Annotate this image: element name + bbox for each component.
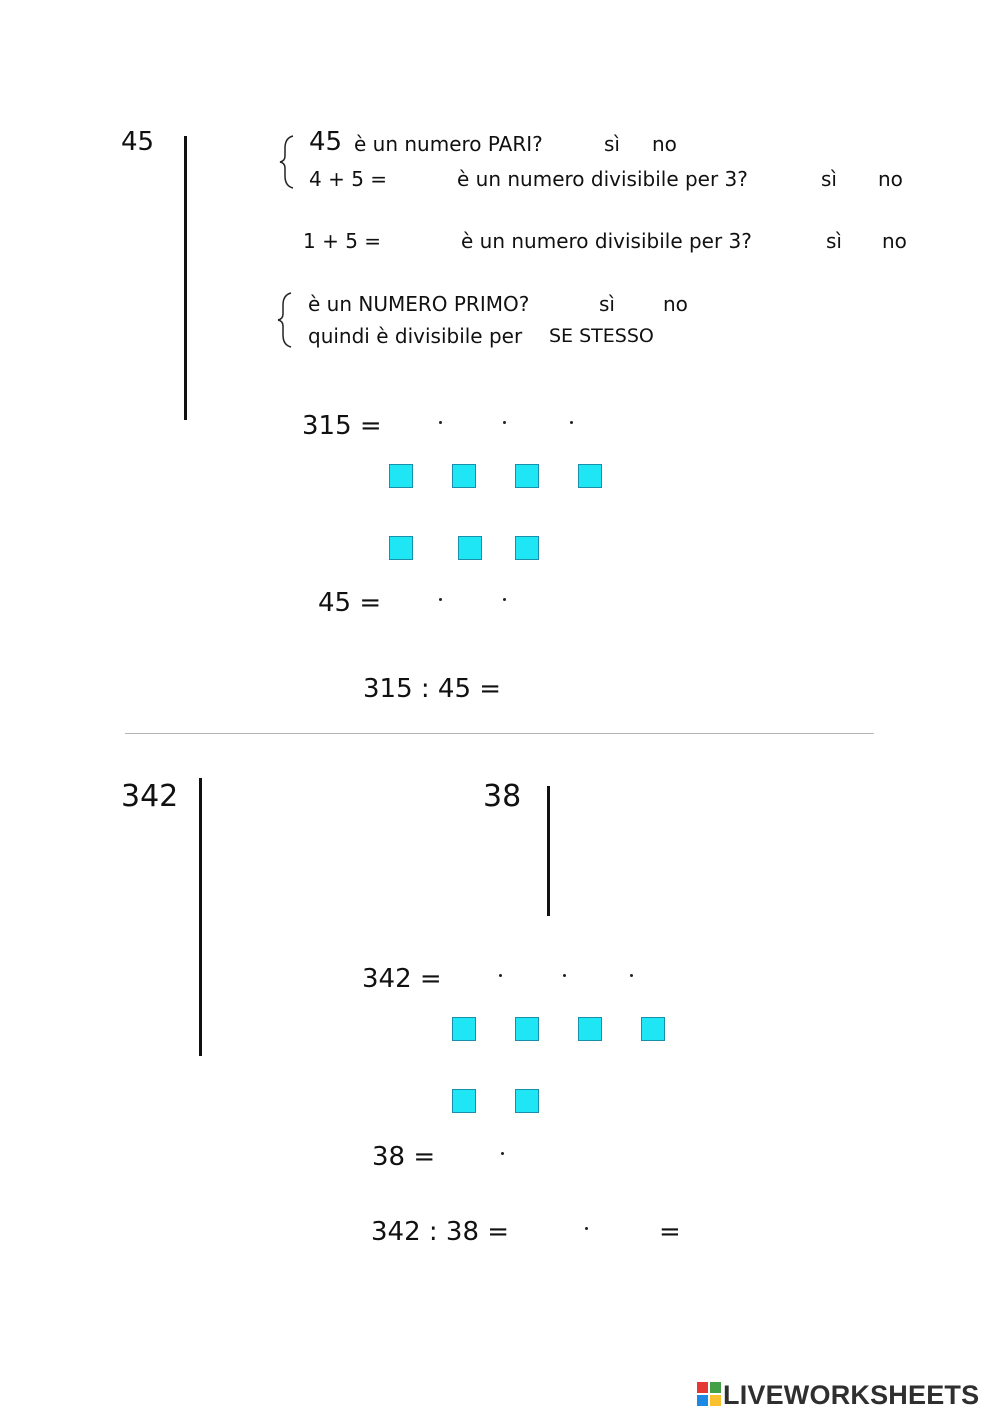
brand-name: LIVEWORKSHEETS	[723, 1380, 980, 1410]
number-342-heading: 342	[121, 779, 179, 814]
eq-315: 315 =	[302, 411, 382, 441]
q2-yes-option[interactable]: sì	[821, 167, 837, 191]
q1-yes-option[interactable]: sì	[604, 132, 620, 156]
answer-box[interactable]	[515, 536, 539, 560]
liveworksheets-logo-icon	[697, 1382, 721, 1406]
multiply-dot	[630, 974, 633, 977]
factor-divider-line	[184, 136, 187, 420]
q4-question: è un NUMERO PRIMO?	[308, 292, 530, 316]
multiply-dot	[563, 974, 566, 977]
multiply-dot	[501, 1152, 504, 1155]
eq-result-sign: =	[659, 1217, 681, 1247]
q5-text-emphasis: SE STESSO	[549, 325, 654, 347]
q2-question: è un numero divisibile per 3?	[457, 167, 748, 191]
answer-box[interactable]	[515, 1017, 539, 1041]
number-38-heading: 38	[483, 779, 522, 814]
q4-yes-option[interactable]: sì	[599, 292, 615, 316]
eq-315-div-45: 315 : 45 =	[363, 674, 502, 704]
multiply-dot	[439, 421, 442, 424]
q3-yes-option[interactable]: sì	[826, 229, 842, 253]
answer-box[interactable]	[515, 1089, 539, 1113]
q4-no-option[interactable]: no	[663, 292, 688, 316]
number-45-heading: 45	[121, 127, 155, 157]
eq-342: 342 =	[362, 964, 442, 994]
q2-sum: 4 + 5 =	[309, 167, 388, 191]
factor-divider-line	[547, 786, 550, 916]
answer-box[interactable]	[452, 464, 476, 488]
section-separator	[125, 733, 874, 734]
answer-box[interactable]	[452, 1017, 476, 1041]
answer-box[interactable]	[452, 1089, 476, 1113]
multiply-dot	[503, 598, 506, 601]
multiply-dot	[503, 421, 506, 424]
answer-box[interactable]	[641, 1017, 665, 1041]
multiply-dot	[585, 1227, 588, 1230]
answer-box[interactable]	[458, 536, 482, 560]
multiply-dot	[499, 974, 502, 977]
q3-question: è un numero divisibile per 3?	[461, 229, 752, 253]
brace-icon	[276, 291, 294, 349]
q3-no-option[interactable]: no	[882, 229, 907, 253]
brace-icon	[278, 134, 296, 190]
answer-box[interactable]	[389, 536, 413, 560]
q1-question: è un numero PARI?	[354, 132, 543, 156]
answer-box[interactable]	[389, 464, 413, 488]
eq-38: 38 =	[372, 1142, 436, 1172]
q1-number: 45	[309, 127, 343, 157]
eq-342-div-38: 342 : 38 =	[371, 1217, 510, 1247]
answer-box[interactable]	[578, 464, 602, 488]
q5-text: quindi è divisibile per	[308, 324, 523, 348]
multiply-dot	[439, 598, 442, 601]
eq-45: 45 =	[318, 588, 382, 618]
multiply-dot	[570, 421, 573, 424]
answer-box[interactable]	[515, 464, 539, 488]
q1-no-option[interactable]: no	[652, 132, 677, 156]
q2-no-option[interactable]: no	[878, 167, 903, 191]
answer-box[interactable]	[578, 1017, 602, 1041]
factor-divider-line	[199, 778, 202, 1056]
q3-sum: 1 + 5 =	[303, 229, 382, 253]
